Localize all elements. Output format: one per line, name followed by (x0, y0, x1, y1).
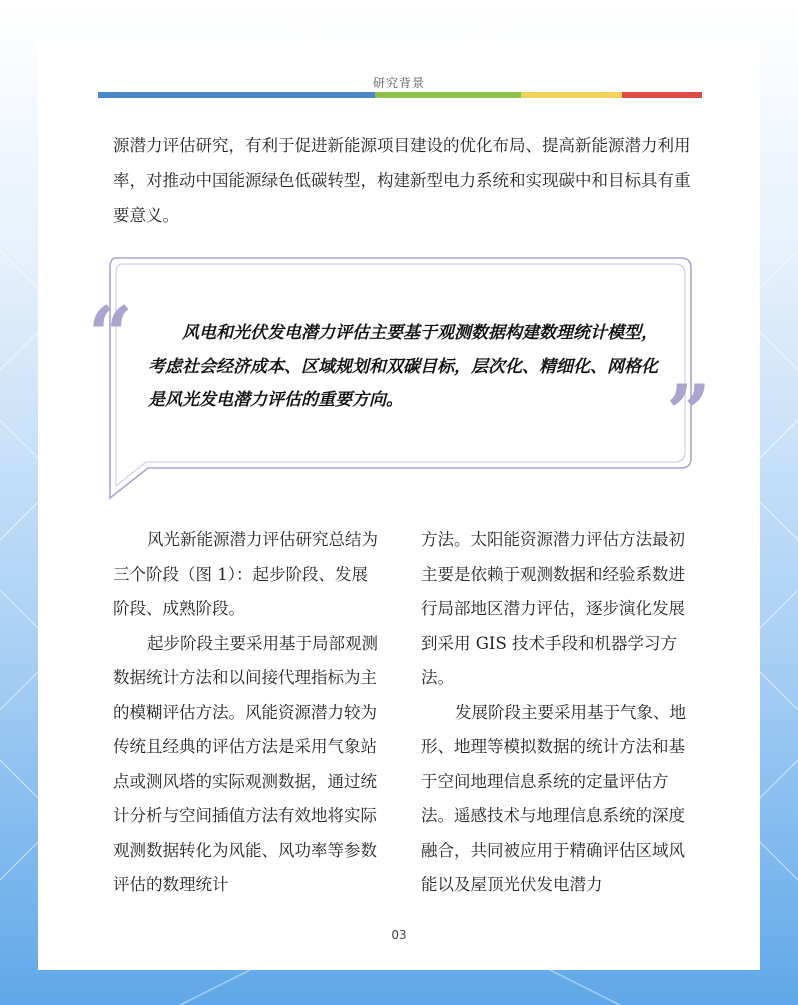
left-paragraph-2: 起步阶段主要采用基于局部观测数据统计方法和以间接代理指标为主的模糊评估方法。风能资源潜力较为传统且经典的评估方法是采用气象站点或测风塔的实际观测数据，通过统计分析与空间插值方法有效地将实际观测数据转化为风能、风功率等参数评估的数理统计 (113, 633, 378, 894)
right-column (421, 523, 691, 903)
header-color-bar (98, 92, 702, 98)
right-paragraph-2: 发展阶段主要采用基于气象、地形、地理等模拟数据的统计方法和基于空间地理信息系统的定量评估方法。遥感技术与地理信息系统的深度融合，共同被应用于精确评估区域风能以及屋顶光伏发电潜力 (421, 702, 686, 894)
left-column (113, 523, 383, 903)
header-bar-blue (98, 92, 375, 98)
close-quote-icon: ” (666, 368, 711, 459)
right-paragraph-1: 方法。太阳能资源潜力评估方法最初主要是依赖于观测数据和经验系数进行局部地区潜力评估，逐步演化发展到采用 GIS 技术手段和机器学习方法。 (421, 530, 685, 687)
header-bar-yellow (521, 92, 622, 98)
header-bar-green (375, 92, 521, 98)
open-quote-icon: “ (88, 290, 133, 381)
document-page (38, 40, 760, 970)
left-paragraph-1: 风光新能源潜力评估研究总结为三个阶段（图 1）：起步阶段、发展阶段、成熟阶段。 (113, 530, 378, 618)
header-bar-red (622, 92, 702, 98)
quote-text: 风电和光伏发电潜力评估主要基于观测数据构建数理统计模型，考虑社会经济成本、区域规划和双碳目标，层次化、精细化、网格化是风光发电潜力评估的重要方向。 (148, 323, 658, 410)
section-header-title: 研究背景 (372, 76, 425, 90)
intro-paragraph: 源潜力评估研究，有利于促进新能源项目建设的优化布局、提高新能源潜力利用率，对推动中国能源绿色低碳转型，构建新型电力系统和实现碳中和目标具有重要意义。 (113, 136, 691, 225)
page-number: 03 (391, 928, 407, 942)
